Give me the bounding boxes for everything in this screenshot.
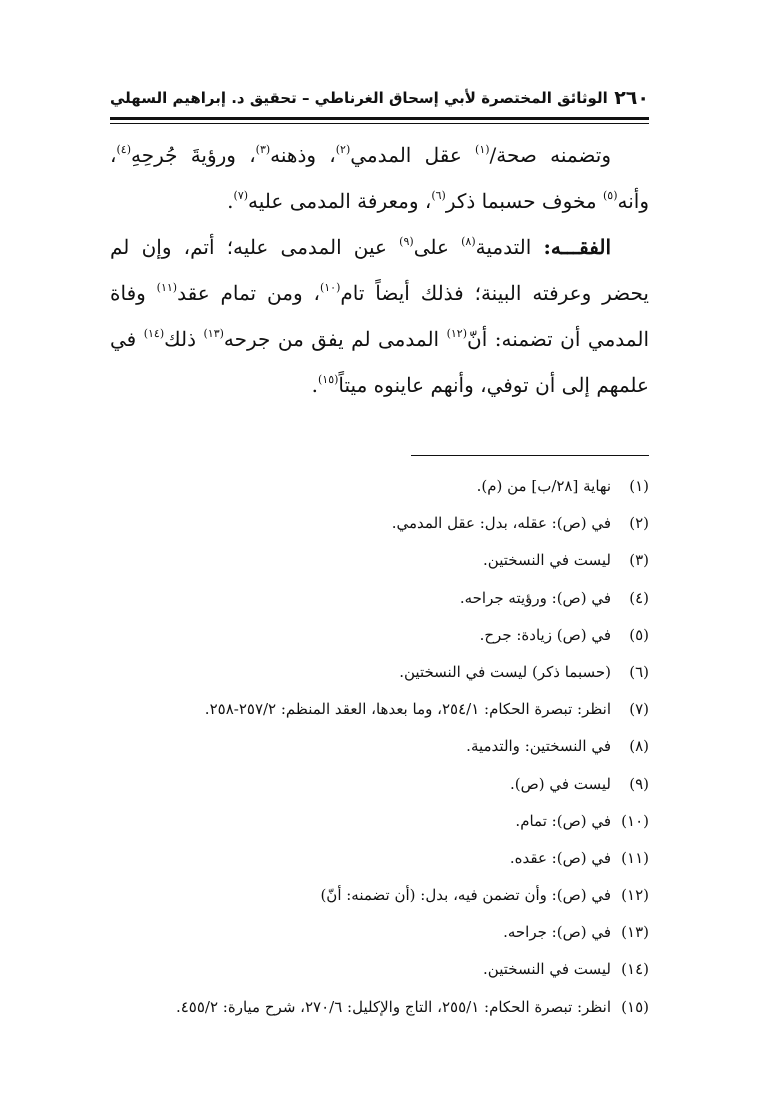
footnote-text: في (ص): جراحه.	[503, 923, 611, 942]
footnote-ref-3[interactable]: (٣)	[255, 143, 271, 156]
footnote-10	[110, 803, 649, 840]
text-segment: ، وأنه	[110, 143, 649, 213]
footnote-text: في (ص) زيادة: جرح.	[479, 625, 611, 644]
footnote-ref-11[interactable]: (١١)	[156, 281, 178, 294]
text-segment: مخوف حسبما ذكر	[445, 189, 603, 213]
page-header	[110, 84, 649, 112]
footnote-number: (٥)	[629, 625, 649, 644]
footnote-separator	[411, 455, 649, 456]
footnote-ref-5[interactable]: (٥)	[602, 189, 618, 202]
footnote-number: (١٠)	[621, 811, 649, 830]
paragraph-1	[110, 132, 649, 224]
footnote-number: (٦)	[629, 662, 649, 681]
footnote-number: (٣)	[629, 551, 649, 570]
footnote-ref-12[interactable]: (١٢)	[446, 327, 468, 340]
text-segment: على	[413, 235, 462, 259]
footnote-text: (حسبما ذكر) ليست في النسختين.	[399, 662, 611, 681]
footnote-number: (٢)	[629, 514, 649, 533]
footnote-ref-4[interactable]: (٤)	[116, 143, 131, 156]
footnote-1	[110, 468, 649, 505]
footnote-ref-15[interactable]: (١٥)	[318, 373, 339, 386]
footnote-6	[110, 654, 649, 691]
footnote-text: انظر: تبصرة الحكام: ٢٥٥/١، التاج والإكليل: ٢٧٠/٦، شرح ميارة: ٤٥٥/٢.	[175, 997, 611, 1016]
footnote-text: في (ص): عقله، بدل: عقل المدمي.	[391, 514, 611, 533]
text-segment: ، وذهنه	[270, 143, 336, 167]
page-number: ٢٦٠	[614, 87, 649, 109]
text-segment: وفاة المدمي أن تضمنه: أنّ	[110, 281, 650, 351]
text-segment: .	[311, 373, 318, 397]
footnote-text: في (ص): وأن تضمن فيه، بدل: (أن تضمنه: أنّ)	[320, 886, 611, 905]
footnote-number: (١)	[629, 477, 649, 495]
footnote-number: (١٣)	[621, 923, 649, 942]
footnote-14	[110, 951, 649, 988]
footnote-number: (١٤)	[621, 960, 649, 979]
footnote-4	[110, 580, 649, 617]
footnote-text: نهاية [٢٨/ب] من (م).	[476, 477, 611, 495]
footnote-11	[110, 840, 649, 877]
footnote-ref-13[interactable]: (١٣)	[203, 327, 224, 340]
text-segment: التدمية	[475, 235, 544, 259]
footnote-number: (١٥)	[621, 997, 649, 1016]
text-segment: وتضمنه صحة/	[489, 143, 612, 167]
footnote-ref-10[interactable]: (١٠)	[319, 281, 341, 294]
footnote-2	[110, 505, 649, 542]
running-title: الوثائق المختصرة لأبي إسحاق الغرناطي – تحقيق د. إبراهيم السهلي	[110, 89, 608, 107]
footnote-number: (٨)	[629, 737, 649, 756]
section-term: الفقـــه:	[543, 235, 612, 259]
footnote-number: (١٢)	[621, 886, 649, 905]
footnote-text: ليست في النسختين.	[483, 551, 611, 570]
footnote-text: في (ص): ورؤيته جراحه.	[459, 588, 611, 607]
text-segment: ، ورؤيةَ جُرحِهِ	[130, 143, 256, 167]
footnote-9	[110, 766, 649, 803]
header-rule	[110, 117, 649, 120]
footnote-text: ليست في (ص).	[509, 774, 611, 793]
footnote-number: (٧)	[629, 700, 649, 719]
footnote-text: ليست في النسختين.	[483, 960, 611, 979]
text-segment: ذلك	[164, 327, 204, 351]
footnote-text: في النسختين: والتدمية.	[466, 737, 611, 756]
footnote-ref-8[interactable]: (٨)	[461, 235, 476, 248]
text-segment: في علمهم إلى أن توفي، وأنهم عاينوه ميتاً	[110, 327, 649, 397]
footnote-13	[110, 914, 649, 951]
footnote-8	[110, 728, 649, 765]
footnote-number: (٤)	[629, 588, 649, 607]
footnote-ref-1[interactable]: (١)	[475, 143, 490, 156]
footnote-ref-9[interactable]: (٩)	[399, 235, 414, 248]
footnote-3	[110, 542, 649, 579]
footnotes-list	[110, 468, 649, 1026]
footnote-12	[110, 877, 649, 914]
main-text	[110, 132, 649, 408]
text-segment: المدمى لم يفق من جرحه	[223, 327, 447, 351]
text-segment: .	[227, 189, 234, 213]
footnote-ref-7[interactable]: (٧)	[233, 189, 249, 202]
footnote-text: في (ص): عقده.	[509, 848, 611, 867]
footnote-text: في (ص): تمام.	[515, 811, 611, 830]
header-rule-thin	[110, 123, 649, 124]
text-segment: ، ومن تمام عقد	[177, 281, 320, 305]
footnote-number: (٩)	[629, 774, 649, 793]
footnote-15	[110, 989, 649, 1026]
text-segment: عقل المدمي	[350, 143, 476, 167]
footnote-7	[110, 691, 649, 728]
footnote-ref-2[interactable]: (٢)	[335, 143, 351, 156]
footnote-ref-6[interactable]: (٦)	[431, 189, 446, 202]
footnote-number: (١١)	[621, 848, 649, 867]
paragraph-2	[110, 224, 649, 408]
text-segment: عين المدمى عليه؛ أتم، وإن لم يحضر وعرفته البينة؛ فذلك أيضاً تام	[110, 235, 649, 305]
footnote-text: انظر: تبصرة الحكام: ٢٥٤/١، وما بعدها، العقد المنظم: ٢٥٧/٢-٢٥٨.	[204, 700, 611, 719]
footnote-ref-14[interactable]: (١٤)	[143, 327, 165, 340]
text-segment: ، ومعرفة المدمى عليه	[248, 189, 432, 213]
footnote-5	[110, 617, 649, 654]
